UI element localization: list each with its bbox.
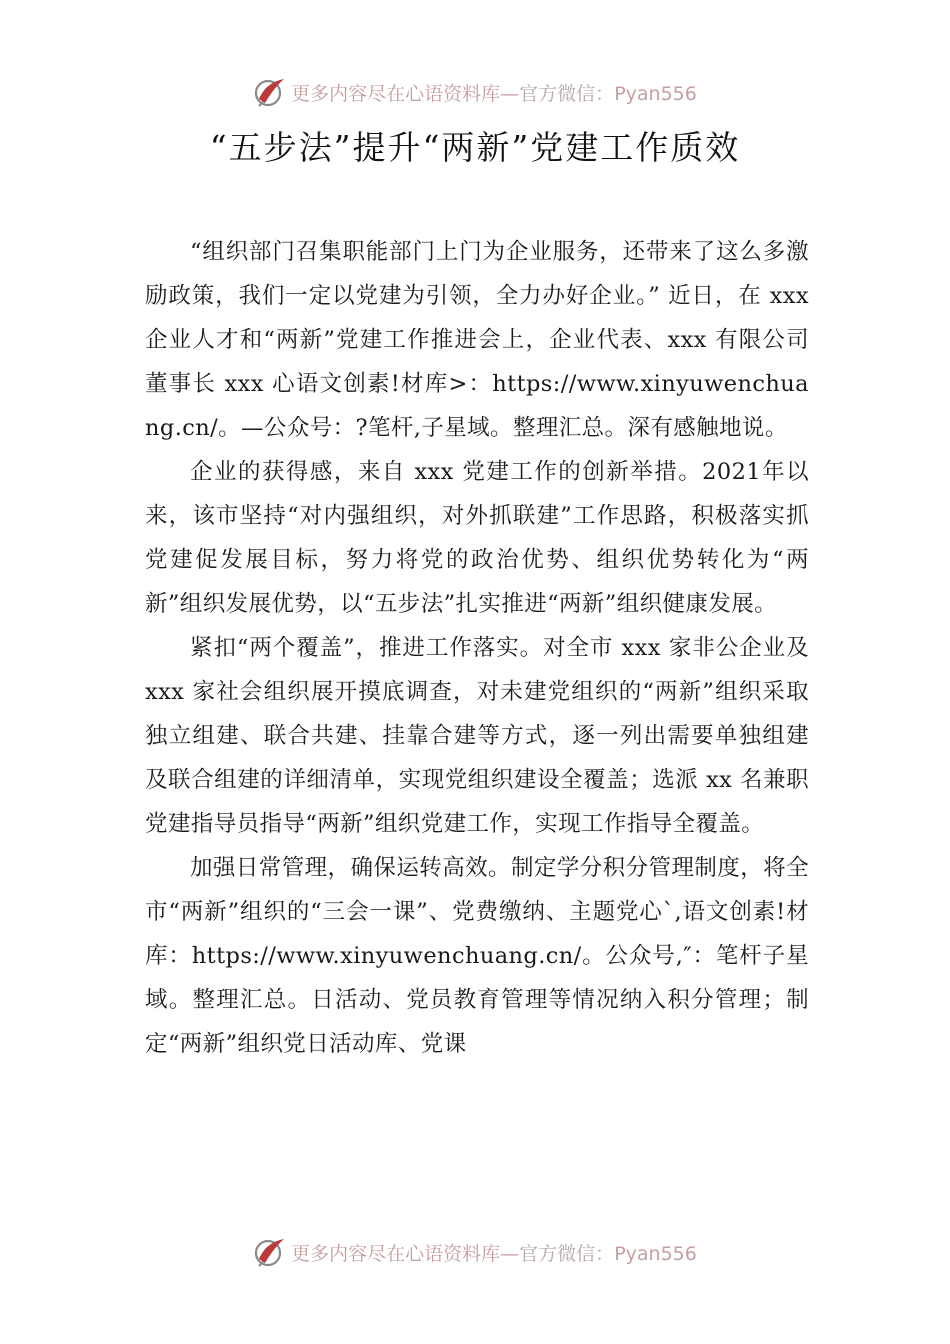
paragraph-4: 加强日常管理，确保运转高效。制定学分积分管理制度，将全市“两新”组织的“三会一课”、党费缴纳、主题党心`,语文创素!材库：https://www.xinyuwenchuang.cn/。公众号,″：笔杆子星域。整理汇总。日活动、党员教育管理等情况纳入积分管理；制定“两新”组织党日活动库、党课 [145,855,809,1057]
document-title: “五步法”提升“两新”党建工作质效 [209,128,741,167]
brand-logo-icon [253,75,287,109]
banner-slogan: 更多内容尽在心语资料库 [291,82,501,105]
document-body [145,230,809,1066]
banner-wechat-id: Pyan556 [614,1242,697,1265]
banner-separator: — [500,82,520,105]
banner-text [291,79,697,106]
banner-separator: — [500,1242,520,1265]
banner-slogan: 更多内容尽在心语资料库 [291,1242,501,1265]
banner-wechat-id: Pyan556 [614,82,697,105]
brand-logo-icon [253,1235,287,1269]
banner-wechat-label: 官方微信： [519,1242,615,1265]
paragraph-1: “组织部门召集职能部门上门为企业服务，还带来了这么多激励政策，我们一定以党建为引领，全力办好企业。” 近日，在 xxx 企业人才和“两新”党建工作推进会上，企业代表、xxx 有限公司董事长 xxx 心语文创素!材库>：https://www.xinyuwenchuang.cn/。—公众号：?笔杆,子星域。整理汇总。深有感触地说。 [145,239,809,441]
paragraph-2: 企业的获得感，来自 xxx 党建工作的创新举措。2021年以来，该市坚持“对内强组织，对外抓联建”工作思路，积极落实抓党建促发展目标，努力将党的政治优势、组织优势转化为“两新”组织发展优势，以“五步法”扎实推进“两新”组织健康发展。 [145,459,809,617]
paragraph-3: 紧扣“两个覆盖”，推进工作落实。对全市 xxx 家非公企业及 xxx 家社会组织展开摸底调查，对未建党组织的“两新”组织采取独立组建、联合共建、挂靠合建等方式，逐一列出需要单独组建及联合组建的详细清单，实现党组织建设全覆盖；选派 xx 名兼职党建指导员指导“两新”组织党建工作，实现工作指导全覆盖。 [145,635,809,837]
footer-watermark-banner [0,1232,950,1272]
header-watermark-banner [0,72,950,112]
banner-text [291,1239,697,1266]
banner-wechat-label: 官方微信： [519,82,615,105]
